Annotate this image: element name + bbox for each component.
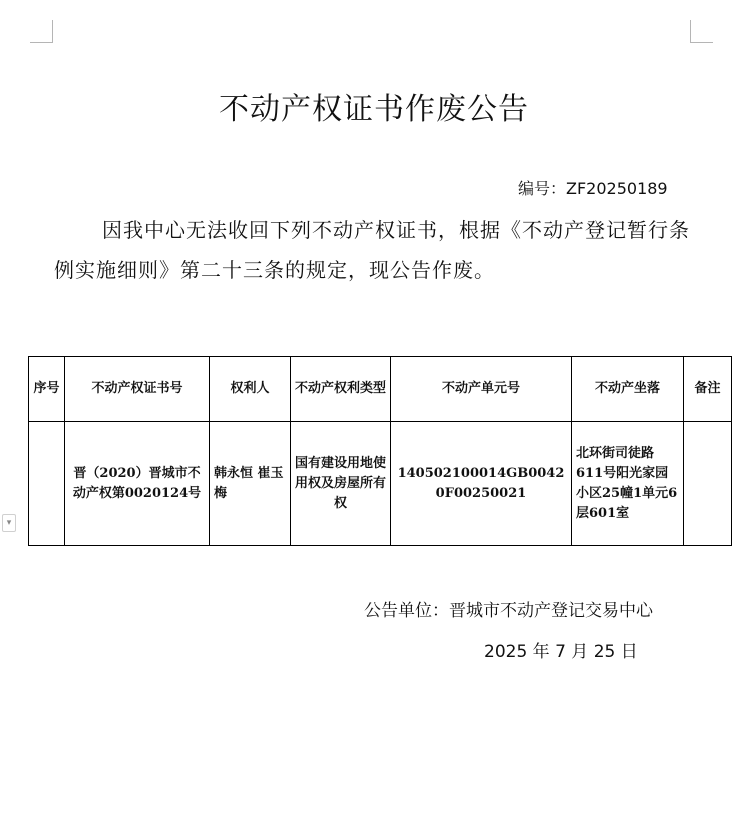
- cell-cert-no: 晋（2020）晋城市不动产权第0020124号: [65, 422, 210, 546]
- header-seq: 序号: [29, 357, 65, 422]
- notice-paragraph-text: 因我中心无法收回下列不动产权证书，根据《不动产登记暂行条例实施细则》第二十三条的规定，现公告作废。: [54, 218, 690, 282]
- chevron-down-icon[interactable]: ▾: [2, 514, 16, 532]
- header-cert-no: 不动产权证书号: [65, 357, 210, 422]
- document-number: 编号：ZF20250189: [518, 179, 668, 198]
- header-unit-no: 不动产单元号: [391, 357, 572, 422]
- header-location: 不动产坐落: [572, 357, 684, 422]
- page-corner-mark-top-right: [690, 20, 713, 43]
- header-remark: 备注: [684, 357, 732, 422]
- cell-seq: [29, 422, 65, 546]
- table-row: [29, 422, 732, 546]
- header-right-type: 不动产权利类型: [291, 357, 391, 422]
- cell-right-type: 国有建设用地使用权及房屋所有权: [291, 422, 391, 546]
- notice-date: 2025 年 7 月 25 日: [484, 642, 638, 662]
- document-title: 不动产权证书作废公告: [219, 92, 529, 127]
- header-holder: 权利人: [210, 357, 291, 422]
- cell-holder: 韩永恒 崔玉梅: [210, 422, 291, 546]
- certificate-table: [28, 356, 732, 546]
- page-corner-mark-top-left: [30, 20, 53, 43]
- cell-unit-no: 140502100014GB00420F00250021: [391, 422, 572, 546]
- cell-location: 北环街司徒路611号阳光家园小区25幢1单元6层601室: [572, 422, 684, 546]
- notice-paragraph: [54, 210, 704, 290]
- issuer-line: 公告单位：晋城市不动产登记交易中心: [364, 601, 653, 621]
- table-header-row: [29, 357, 732, 422]
- cell-remark: [684, 422, 732, 546]
